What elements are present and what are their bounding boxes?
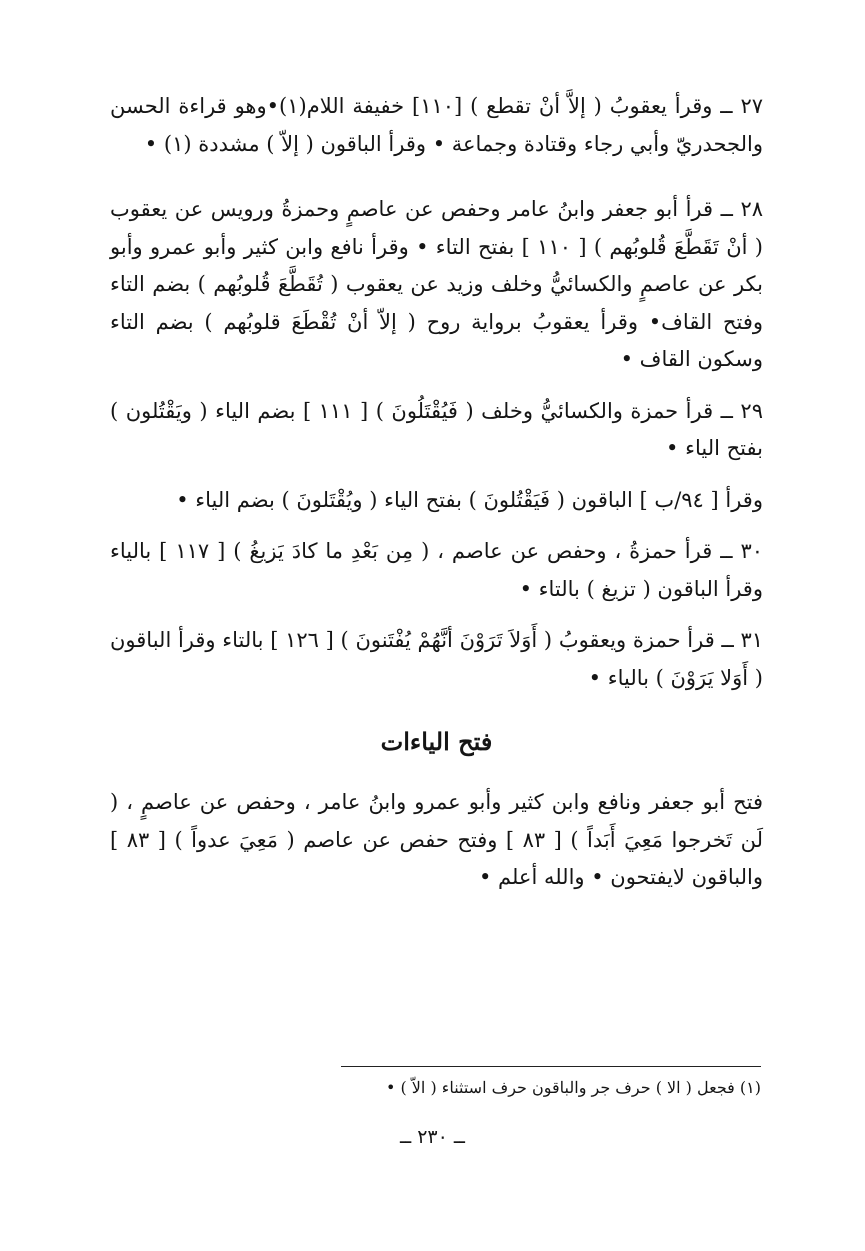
section-paragraph: فتح أبو جعفر ونافع وابن كثير وأبو عمرو وابنُ عامر ، وحفص عن عاصمٍ ، ( لَن تَخرجوا مَعِيَ أَبَداً ) [ ٨٣ ] وفتح حفص عن عاصم ( مَعِيَ عدواً ) [ ٨٣ ] والباقون لايفتحون • والله أعلم • [110,790,763,889]
paragraph-30: ٣٠ ــ قرأ حمزةُ ، وحفص عن عاصم ، ( مِن بَعْدِ ما كادَ يَزيغُ ) [ ١١٧ ] بالياء وقرأ الباقون ( تزيغ ) بالتاء • [110,539,763,601]
page-body [110,88,763,897]
footnote: (١) فجعل ( الا ) حرف جر والباقون حرف استثناء ( الاّ ) • [385,1078,761,1097]
page-number: ــ ٢٣٠ ــ [400,1126,465,1148]
paragraph-29: ٢٩ ــ قرأ حمزة والكسائيُّ وخلف ( فَيُقْتَلُونَ ) [ ١١١ ] بضم الياء ( ويَقْتُلون ) بفتح الياء • [110,398,763,460]
paragraph-29-continued: وقرأ [ ٩٤/ب ] الباقون ( فَيَقْتُلونَ ) بفتح الياء ( ويُقْتَلونَ ) بضم الياء • [176,487,763,512]
paragraph-28: ٢٨ ــ قرأ أبو جعفر وابنُ عامر وحفص عن عاصمٍ وحمزةُ ورويس عن يعقوب ( أنْ تَقَطَّعَ قُلوبُهم ) [ ١١٠ ] بفتح التاء • وقرأ نافع وابن كثير وأبو عمرو وأبو بكر عن عاصمٍ والكسائيُّ وخلف وزيد عن يعقوب ( تُقَطَّعَ قُلوبُهم ) بضم التاء وفتح القاف• وقرأ يعقوبُ برواية روح ( إلاّ أنْ تُقْطَعَ قلوبُهم ) بضم التاء وسكون القاف • [110,197,763,371]
footnote-divider [341,1066,761,1067]
paragraph-31: ٣١ ــ قرأ حمزة ويعقوبُ ( أَوَلاَ تَرَوْنَ أنَّهُمْ يُفْتَنونَ ) [ ١٢٦ ] بالتاء وقرأ الباقون ( أَوَلا يَرَوْنَ ) بالياء • [110,628,763,690]
section-heading: فتح الياءات [380,727,493,756]
paragraph-27: ٢٧ ــ وقرأ يعقوبُ ( إلاَّ أنْ تقطع ) [١١٠] خفيفة اللام(١)•وهو قراءة الحسن والجحدريّ وأبي رجاء وقتادة وجماعة • وقرأ الباقون ( إلاّ ) مشددة (١) • [110,94,764,156]
